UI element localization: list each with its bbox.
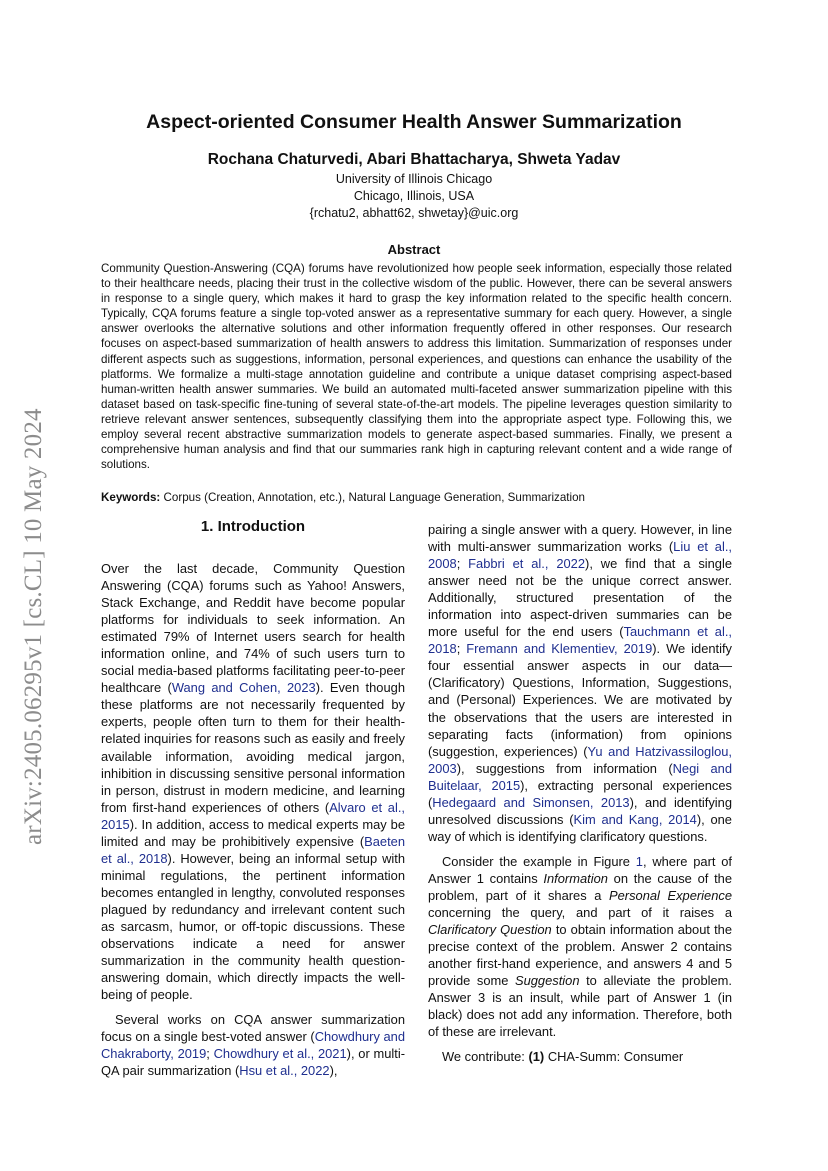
abstract-heading: Abstract [387, 242, 441, 257]
intro-paragraph-2-cont: pairing a single answer with a query. However, in line with multi-answer summarization works (Liu et al., 2008; Fabbri et al., 2022), we find that a single answer need not be the unique correct answer. Additionally, structured presentation of the information into aspect-driven summaries can be more useful for the end users (Tauchmann et al., 2018; Fremann and Klementiev, 2019). We identify four essential answer aspects in our data—(Clarificatory) Questions, Information, Suggestions, and (Personal) Experiences. We are motivated by the observations that the users are interested in separating facts (information) from opinions (suggestion, experiences) (Yu and Hatzivassiloglou, 2003), suggestions from information (Negi and Buitelaar, 2015), extracting personal experiences (Hedegaard and Simonsen, 2013), and identifying unresolved discussions (Kim and Kang, 2014), one way of which is identifying clarificatory questions. [428, 522, 732, 844]
right-column [428, 521, 732, 1065]
keywords-line [101, 490, 741, 505]
figure-ref-link[interactable]: 1 [635, 853, 643, 869]
citation-link[interactable]: Negi and Buitelaar, 2015 [428, 760, 732, 793]
citation-link[interactable]: Tauchmann et al., 2018 [428, 624, 732, 657]
affiliation-location: Chicago, Illinois, USA [353, 189, 475, 203]
citation-link[interactable]: Alvaro et al., 2015 [101, 799, 405, 832]
citation-link[interactable]: Chowdhury et al., 2021 [213, 1046, 347, 1062]
abstract-body: Community Question-Answering (CQA) forums have revolutionized how people seek information, especially those related to their healthcare needs, placing their trust in the collective wisdom of the public. However, there can be several answers in response to a single query, which makes it hard to grasp the key information related to the specific health concern. Typically, CQA forums feature a single top-voted answer as a representative summary for each query. However, a single answer overlooks the alternative solutions and other information frequently offered in other responses. Our research focuses on aspect-based summarization of health answers to address this limitation. Summarization of responses under different aspects such as suggestions, information, personal experiences, and questions can enhance the usability of the platforms. We formalize a multi-stage annotation guideline and contribute a unique dataset comprising aspect-based human-written health answer summaries. We build an automated multi-faceted answer summarization pipeline with this dataset based on task-specific fine-tuning of several state-of-the-art models. The pipeline leverages question similarity to retrieve relevant answer sentences, subsequently classifying them into the appropriate aspect type. Following this, we employ several recent abstractive summarization models to generate aspect-based summaries. Finally, we present a comprehensive human analysis and find that our summaries rank high in capturing relevant content and a wide range of solutions. [101, 262, 732, 472]
intro-paragraph-4: We contribute: (1) CHA-Summ: Consumer [442, 1049, 684, 1065]
section-heading-introduction: 1. Introduction [200, 518, 306, 535]
arxiv-sidebar-stamp: arXiv:2405.06295v1 [cs.CL] 10 May 2024 [20, 408, 47, 845]
keywords-text: Corpus (Creation, Annotation, etc.), Natural Language Generation, Summarization [163, 491, 585, 504]
affiliation-block [0, 171, 828, 222]
author-list: Rochana Chaturvedi, Abari Bhattacharya, Shweta Yadav [207, 151, 621, 168]
intro-paragraph-3: Consider the example in Figure 1, where part of Answer 1 contains Information on the cause of the problem, part of it shares a Personal Experience concerning the query, and part of it raises a Clarificatory Question to obtain information about the precise context of the problem. Answer 2 contains another first-hand experience, and answers 4 and 5 provide some Suggestion to alleviate the problem. Answer 3 is an insult, while part of Answer 1 (in black) does not add any information. Therefore, both of these are irrelevant. [428, 853, 732, 1040]
citation-link[interactable]: Chowdhury and Chakraborty, 2019 [101, 1029, 406, 1062]
keywords-label: Keywords: [101, 491, 161, 504]
affiliation-university: University of Illinois Chicago [335, 172, 493, 186]
citation-link[interactable]: Kim and Kang, 2014 [573, 811, 697, 827]
citation-link[interactable]: Hsu et al., 2022 [239, 1063, 330, 1079]
intro-paragraph-1: Over the last decade, Community Question Answering (CQA) forums such as Yahoo! Answers, Stack Exchange, and Reddit have become popular platforms for individuals to seek information. An estimated 79% of Internet users search for health information online, and 74% of such users turn to social media-based platforms facilitating peer-to-peer healthcare (Wang and Cohen, 2023). Even though these platforms are not necessarily frequented by experts, people often turn to them for their health-related inquiries for reasons such as easily and freely available information, avoiding medical jargon, inhibition in discussing sensitive personal information in person, distrust in modern medicine, and learning from first-hand experiences of others (Alvaro et al., 2015). In addition, access to medical experts may be limited and may be prohibitively expensive (Baeten et al., 2018). However, being an informal setup with minimal regulations, the pertinent information becomes entangled in lengthy, convoluted responses plagued by redundancy and irrelevant content such as sarcasm, humor, or off-topic discussions. These observations indicate a need for answer summarization in the community health question-answering domain, which directly impacts the well-being of people. [101, 561, 406, 1003]
citation-link[interactable]: Fabbri et al., 2022 [468, 556, 586, 572]
citation-link[interactable]: Baeten et al., 2018 [101, 833, 405, 866]
citation-link[interactable]: Liu et al., 2008 [428, 539, 732, 572]
citation-link[interactable]: Yu and Hatzivassiloglou, 2003 [428, 743, 732, 776]
paper-title: Aspect-oriented Consumer Health Answer Summarization [146, 111, 682, 133]
citation-link[interactable]: Fremann and Klementiev, 2019 [466, 641, 653, 657]
left-column [101, 560, 405, 1079]
intro-paragraph-2: Several works on CQA answer summarization focus on a single best-voted answer (Chowdhury and Chakraborty, 2019; Chowdhury et al., 2021), or multi-QA pair summarization (Hsu et al., 2022), [101, 1012, 406, 1079]
affiliation-emails: {rchatu2, abhatt62, shwetay}@uic.org [309, 206, 519, 220]
citation-link[interactable]: Wang and Cohen, 2023 [171, 680, 316, 696]
citation-link[interactable]: Hedegaard and Simonsen, 2013 [432, 794, 630, 810]
